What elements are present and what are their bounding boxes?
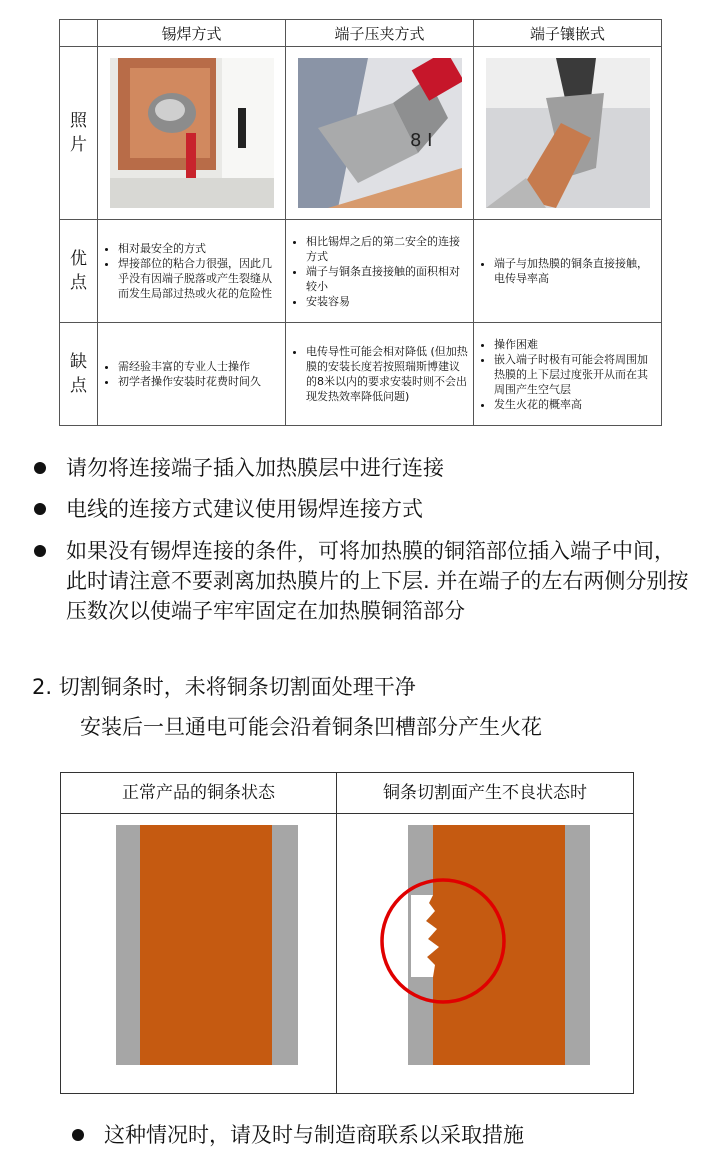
list-item: • 相比锡焊之后的第二安全的连接方式 [306, 234, 469, 264]
row-label-pros: 优 点 [60, 220, 98, 323]
bullet-item-2: 电线的连接方式建议使用锡焊连接方式 [66, 497, 423, 521]
list-item: • 嵌入端子时极有可能会将周围加热膜的上下层过度张开从而在其周围产生空气层 [494, 352, 657, 397]
section-2-heading [32, 672, 416, 702]
embedded-photo-image [486, 58, 650, 208]
photo-soldering [98, 47, 286, 220]
pros-embedded [474, 220, 662, 323]
cons-embedded [474, 323, 662, 426]
list-item: • 端子与铜条直接接触的面积相对较小 [306, 264, 469, 294]
list-item: • 发生火花的概率高 [494, 397, 657, 412]
bullet-item-1: 请勿将连接端子插入加热膜层中进行连接 [66, 456, 444, 480]
row-label-photo: 照 片 [60, 47, 98, 220]
list-item: • 焊接部位的粘合力很强，因此几乎没有因端子脱落或产生裂缝从而发生局部过热或火花的危险性 [118, 256, 281, 301]
normal-copper-strip [140, 825, 272, 1065]
photo-crimping [286, 47, 474, 220]
copper-state-table [60, 772, 634, 1094]
list-item: • 需经验丰富的专业人士操作 [118, 359, 281, 374]
row-label-cons: 缺 点 [60, 323, 98, 426]
defect-highlight-circle-icon [371, 873, 511, 1013]
section-number: 2. [32, 675, 53, 699]
bullet-dot-icon [72, 1129, 84, 1141]
photo-row [60, 47, 662, 220]
list-item: • 安装容易 [306, 294, 469, 309]
bullet-dot-icon [34, 462, 46, 474]
bullet-dot-icon [34, 545, 46, 557]
pros-crimping [286, 220, 474, 323]
bullet-item-3: 如果没有锡焊连接的条件，可将加热膜的铜箔部位插入端子中间，此时请注意不要剥离加热膜片的上下层. 并在端子的左右两侧分别按压数次以使端子牢牢固定在加热膜铜箔部分 [66, 539, 689, 623]
soldering-photo-image [110, 58, 274, 208]
cons-crimping [286, 323, 474, 426]
section-2-subtext: 安装后一旦通电可能会沿着铜条凹槽部分产生火花 [80, 715, 542, 739]
photo-embedded [474, 47, 662, 220]
header-normal-state: 正常产品的铜条状态 [61, 773, 336, 814]
pros-soldering [98, 220, 286, 323]
list-item: • 初学者操作安装时花费时间久 [118, 374, 281, 389]
crimping-photo-image [298, 58, 462, 208]
header-crimping: 端子压夹方式 [286, 20, 474, 47]
table-corner-cell [60, 20, 98, 47]
header-soldering: 锡焊方式 [98, 20, 286, 47]
list-item: • 相对最安全的方式 [118, 241, 281, 256]
table-divider [336, 773, 337, 1093]
section-title: 切割铜条时，未将铜条切割面处理干净 [58, 675, 416, 699]
pros-row [60, 220, 662, 323]
final-bullet-item: 这种情况时，请及时与制造商联系以采取措施 [104, 1123, 524, 1147]
header-embedded: 端子镶嵌式 [474, 20, 662, 47]
svg-text:8 I: 8 I [409, 130, 432, 151]
cons-soldering [98, 323, 286, 426]
list-item: • 端子与加热膜的铜条直接接触，电传导率高 [494, 256, 657, 286]
table-header-row [60, 20, 662, 47]
list-item: • 操作困难 [494, 337, 657, 352]
list-item: • 电传导性可能会相对降低 (但加热膜的安装长度若按照瑞斯博建议的8米以内的要求安装时则不会出现发热效率降低问题) [306, 344, 469, 404]
header-defective-state: 铜条切割面产生不良状态时 [337, 773, 633, 814]
comparison-table [59, 19, 662, 426]
bullet-dot-icon [34, 503, 46, 515]
cons-row [60, 323, 662, 426]
